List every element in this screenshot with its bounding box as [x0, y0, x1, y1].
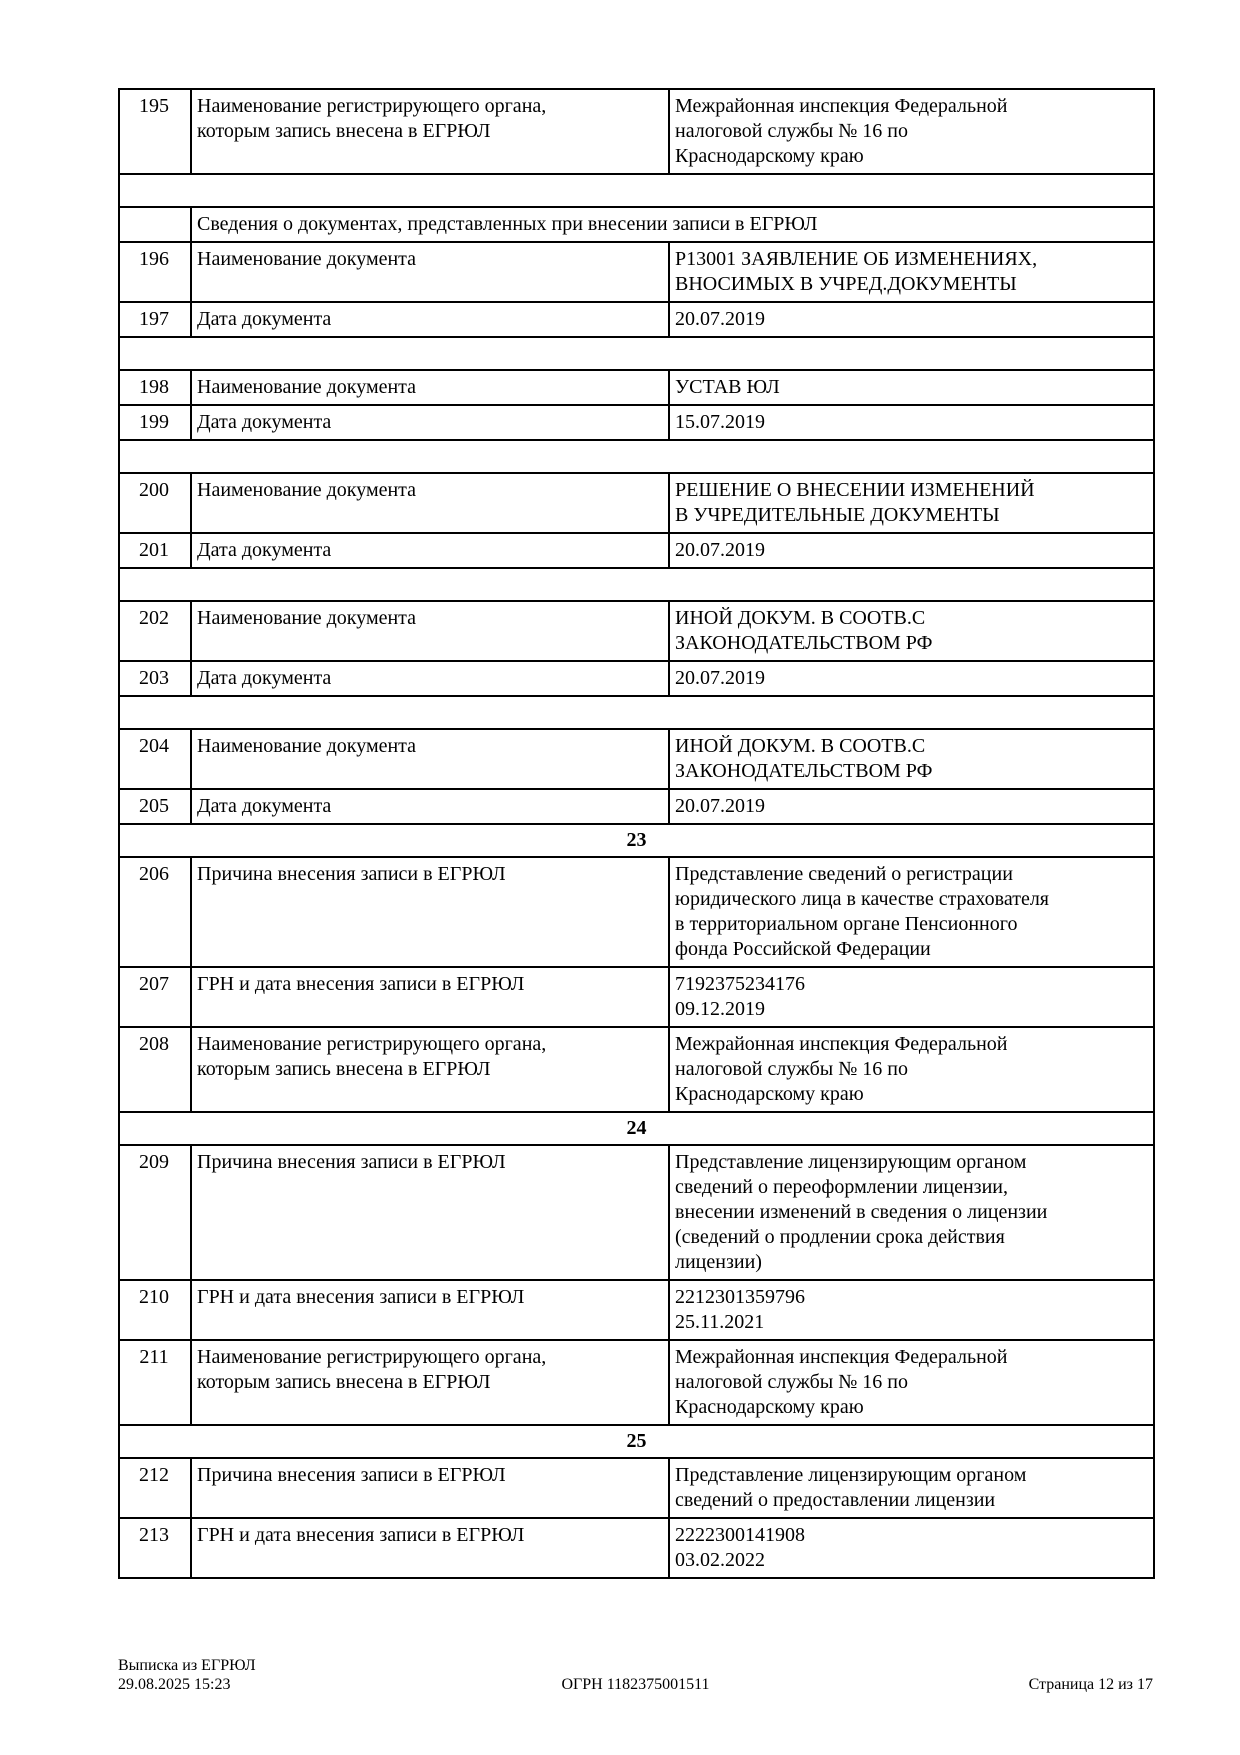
table-row	[119, 1340, 1154, 1425]
row-number-cell: 209	[119, 1145, 191, 1280]
section-number-cell: 25	[119, 1425, 1154, 1458]
row-number-cell: 197	[119, 302, 191, 337]
value-line: Краснодарскому краю	[675, 145, 864, 167]
generation-datetime: 29.08.2025 15:23	[118, 1676, 231, 1693]
field-label-cell: Наименование документа	[191, 370, 669, 405]
value-line: 09.12.2019	[675, 998, 765, 1020]
section-number-cell: 23	[119, 824, 1154, 857]
field-label-cell: ГРН и дата внесения записи в ЕГРЮЛ	[191, 1280, 669, 1340]
table-row	[119, 1280, 1154, 1340]
field-value-cell	[669, 1518, 1154, 1578]
spacer-row	[119, 337, 1154, 370]
table-row	[119, 789, 1154, 824]
value-line: Р13001 ЗАЯВЛЕНИЕ ОБ ИЗМЕНЕНИЯХ,	[675, 248, 1038, 270]
value-line: 25.11.2021	[675, 1311, 765, 1333]
field-value-cell	[669, 967, 1154, 1027]
field-value-cell	[669, 1340, 1154, 1425]
field-label-cell: Наименование документа	[191, 729, 669, 789]
value-line: Межрайонная инспекция Федеральной	[675, 1346, 1008, 1368]
value-line: налоговой службы № 16 по	[675, 120, 908, 142]
field-value-cell: 20.07.2019	[669, 789, 1154, 824]
footer-page-number: Страница 12 из 17	[1028, 1676, 1153, 1693]
value-line: сведений о переоформлении лицензии,	[675, 1176, 1008, 1198]
row-number-cell: 205	[119, 789, 191, 824]
table-row	[119, 405, 1154, 440]
value-line: 03.02.2022	[675, 1549, 765, 1571]
spacer-row	[119, 174, 1154, 207]
value-line: 7192375234176	[675, 973, 805, 995]
row-number-cell: 202	[119, 601, 191, 661]
field-value-cell: УСТАВ ЮЛ	[669, 370, 1154, 405]
field-value-cell: 20.07.2019	[669, 533, 1154, 568]
field-label-cell	[191, 1340, 669, 1425]
documents-subheader: Сведения о документах, представленных при внесении записи в ЕГРЮЛ	[191, 207, 1154, 242]
value-line: в территориальном органе Пенсионного	[675, 913, 1018, 935]
spacer-cell	[119, 440, 1154, 473]
section-row	[119, 824, 1154, 857]
field-label-cell: Наименование документа	[191, 473, 669, 533]
field-label-cell: Дата документа	[191, 405, 669, 440]
table-row	[119, 302, 1154, 337]
table-row	[119, 89, 1154, 174]
row-number-cell: 208	[119, 1027, 191, 1112]
value-line: юридического лица в качестве страхователя	[675, 888, 1050, 910]
label-line: которым запись внесена в ЕГРЮЛ	[197, 1371, 491, 1393]
field-label-cell	[191, 89, 669, 174]
value-line: ИНОЙ ДОКУМ. В СООТВ.С	[675, 607, 926, 629]
table-row	[119, 1518, 1154, 1578]
field-label-cell: Причина внесения записи в ЕГРЮЛ	[191, 857, 669, 967]
field-label-cell: Дата документа	[191, 302, 669, 337]
value-line: ЗАКОНОДАТЕЛЬСТВОМ РФ	[675, 760, 933, 782]
value-line: Представление лицензирующим органом	[675, 1464, 1027, 1486]
value-line: ИНОЙ ДОКУМ. В СООТВ.С	[675, 735, 926, 757]
field-value-cell	[669, 601, 1154, 661]
value-line: Межрайонная инспекция Федеральной	[675, 95, 1008, 117]
value-line: ЗАКОНОДАТЕЛЬСТВОМ РФ	[675, 632, 933, 654]
spacer-row	[119, 440, 1154, 473]
field-label-cell	[191, 1027, 669, 1112]
field-value-cell: 20.07.2019	[669, 302, 1154, 337]
spacer-row	[119, 568, 1154, 601]
value-line: 2212301359796	[675, 1286, 805, 1308]
value-line: налоговой службы № 16 по	[675, 1371, 908, 1393]
value-line: В УЧРЕДИТЕЛЬНЫЕ ДОКУМЕНТЫ	[675, 504, 1000, 526]
table-row	[119, 857, 1154, 967]
label-line: Наименование регистрирующего органа,	[197, 1346, 547, 1368]
field-value-cell	[669, 1145, 1154, 1280]
value-line: Краснодарскому краю	[675, 1396, 864, 1418]
row-number-cell: 196	[119, 242, 191, 302]
field-value-cell: 20.07.2019	[669, 661, 1154, 696]
field-label-cell: Наименование документа	[191, 601, 669, 661]
table-row	[119, 1027, 1154, 1112]
table-row	[119, 1145, 1154, 1280]
row-number-cell: 204	[119, 729, 191, 789]
spacer-row	[119, 696, 1154, 729]
label-line: Наименование регистрирующего органа,	[197, 1033, 547, 1055]
row-number-cell: 199	[119, 405, 191, 440]
footer-ogrn: ОГРН 1182375001511	[561, 1676, 710, 1693]
field-value-cell	[669, 729, 1154, 789]
value-line: ВНОСИМЫХ В УЧРЕД.ДОКУМЕНТЫ	[675, 273, 1017, 295]
subheader-row	[119, 207, 1154, 242]
value-line: РЕШЕНИЕ О ВНЕСЕНИИ ИЗМЕНЕНИЙ	[675, 479, 1035, 501]
field-value-cell: 15.07.2019	[669, 405, 1154, 440]
value-line: Краснодарскому краю	[675, 1083, 864, 1105]
table-row	[119, 1458, 1154, 1518]
section-number-cell: 24	[119, 1112, 1154, 1145]
table-row	[119, 729, 1154, 789]
row-number-cell: 201	[119, 533, 191, 568]
field-label-cell: ГРН и дата внесения записи в ЕГРЮЛ	[191, 1518, 669, 1578]
row-number-cell: 210	[119, 1280, 191, 1340]
field-value-cell	[669, 1027, 1154, 1112]
row-number-cell: 198	[119, 370, 191, 405]
field-label-cell: Причина внесения записи в ЕГРЮЛ	[191, 1458, 669, 1518]
row-number-cell: 206	[119, 857, 191, 967]
value-line: внесении изменений в сведения о лицензии	[675, 1201, 1048, 1223]
value-line: лицензии)	[675, 1251, 762, 1273]
section-row	[119, 1425, 1154, 1458]
egrul-records-table	[118, 88, 1155, 1579]
spacer-cell	[119, 174, 1154, 207]
row-number-cell	[119, 207, 191, 242]
spacer-cell	[119, 696, 1154, 729]
row-number-cell: 203	[119, 661, 191, 696]
row-number-cell: 195	[119, 89, 191, 174]
row-number-cell: 200	[119, 473, 191, 533]
row-number-cell: 212	[119, 1458, 191, 1518]
field-label-cell: Причина внесения записи в ЕГРЮЛ	[191, 1145, 669, 1280]
row-number-cell: 211	[119, 1340, 191, 1425]
field-label-cell: Дата документа	[191, 789, 669, 824]
label-line: которым запись внесена в ЕГРЮЛ	[197, 1058, 491, 1080]
table-row	[119, 533, 1154, 568]
table-row	[119, 370, 1154, 405]
table-row	[119, 601, 1154, 661]
field-label-cell: Наименование документа	[191, 242, 669, 302]
field-value-cell	[669, 857, 1154, 967]
value-line: Представление сведений о регистрации	[675, 863, 1013, 885]
field-label-cell: Дата документа	[191, 533, 669, 568]
value-line: налоговой службы № 16 по	[675, 1058, 908, 1080]
table-row	[119, 473, 1154, 533]
field-label-cell: ГРН и дата внесения записи в ЕГРЮЛ	[191, 967, 669, 1027]
value-line: Межрайонная инспекция Федеральной	[675, 1033, 1008, 1055]
table-row	[119, 967, 1154, 1027]
value-line: Представление лицензирующим органом	[675, 1151, 1027, 1173]
field-value-cell	[669, 1280, 1154, 1340]
field-value-cell	[669, 473, 1154, 533]
field-label-cell: Дата документа	[191, 661, 669, 696]
label-line: которым запись внесена в ЕГРЮЛ	[197, 120, 491, 142]
label-line: Наименование регистрирующего органа,	[197, 95, 547, 117]
value-line: сведений о предоставлении лицензии	[675, 1489, 996, 1511]
spacer-cell	[119, 568, 1154, 601]
spacer-cell	[119, 337, 1154, 370]
document-title: Выписка из ЕГРЮЛ	[118, 1657, 256, 1674]
row-number-cell: 213	[119, 1518, 191, 1578]
field-value-cell	[669, 89, 1154, 174]
value-line: фонда Российской Федерации	[675, 938, 931, 960]
value-line: 2222300141908	[675, 1524, 805, 1546]
section-row	[119, 1112, 1154, 1145]
table-row	[119, 661, 1154, 696]
field-value-cell	[669, 242, 1154, 302]
value-line: (сведений о продлении срока действия	[675, 1226, 1005, 1248]
table-row	[119, 242, 1154, 302]
row-number-cell: 207	[119, 967, 191, 1027]
field-value-cell	[669, 1458, 1154, 1518]
